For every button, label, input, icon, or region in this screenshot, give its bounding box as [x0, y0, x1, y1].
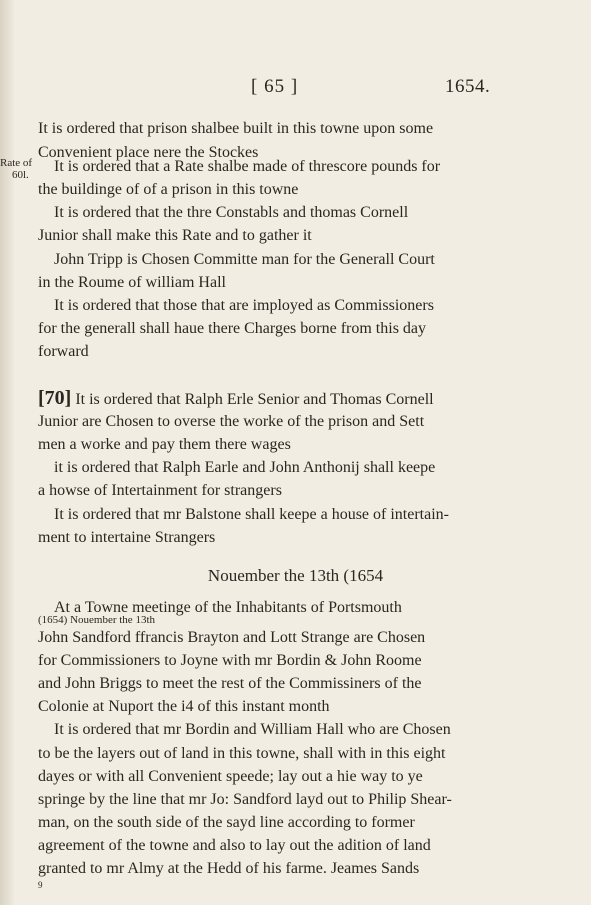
text-line: to be the layers out of land in this towne, shall with in this eight: [38, 745, 446, 762]
text-line: Junior shall make this Rate and to gather it: [38, 227, 312, 244]
text-line: man, on the south side of the sayd line according to former: [38, 814, 415, 831]
signature-mark: 9: [38, 880, 43, 890]
text-line: springe by the line that mr Jo: Sandford layd out to Philip Shear-: [38, 791, 452, 808]
text-line: forward: [38, 343, 89, 360]
margin-note-rate: Rate of: [0, 157, 33, 169]
text-line: It is ordered that the thre Constabls and thomas Cornell: [54, 204, 409, 221]
folio-line: [38, 384, 498, 412]
text-line: granted to mr Almy at the Hedd of his farme. Jeames Sands: [38, 860, 420, 877]
folio-marker: [70]: [38, 387, 72, 409]
text-line: John Tripp is Chosen Committe man for the Generall Court: [54, 251, 435, 268]
text-line: men a worke and pay them there wages: [38, 436, 291, 453]
page-year: 1654.: [445, 76, 491, 97]
text-line: It is ordered that mr Bordin and William Hall who are Chosen: [54, 721, 451, 738]
text-line: agreement of the towne and also to lay out the adition of land: [38, 837, 431, 854]
text-line: It is ordered that those that are imployed as Commissioners: [54, 297, 434, 314]
text-line: Convenient place nere the Stockes: [38, 144, 259, 161]
text-line: a howse of Intertainment for strangers: [38, 482, 282, 499]
text-line: Junior are Chosen to overse the worke of the prison and Sett: [38, 413, 425, 430]
text-line: for the generall shall haue there Charges borne from this day: [38, 320, 427, 337]
text-line: It is ordered that Ralph Erle Senior and Thomas Cornell: [75, 391, 434, 408]
text-line: the buildinge of of a prison in this towne: [38, 181, 299, 198]
page-header: [0, 76, 591, 106]
text-line: for Commissioners to Joyne with mr Bordin & John Roome: [38, 652, 422, 669]
text-line: It is ordered that mr Balstone shall keepe a house of intertain-: [54, 506, 449, 523]
meeting-date-note: (1654) Nouember the 13th: [38, 614, 155, 626]
page-number: [ 65 ]: [251, 76, 299, 97]
text-line: it is ordered that Ralph Earle and John Anthonij shall keepe: [54, 459, 436, 476]
text-line: ment to intertaine Strangers: [38, 529, 216, 546]
text-line: John Sandford ffrancis Brayton and Lott Strange are Chosen: [38, 629, 426, 646]
text-line: It is ordered that a Rate shalbe made of threscore pounds for: [54, 158, 441, 175]
text-line: in the Roume of william Hall: [38, 274, 226, 291]
text-line: Colonie at Nuport the i4 of this instant month: [38, 698, 330, 715]
page-binding-edge: [0, 0, 14, 905]
margin-note-amount: 60l.: [12, 169, 29, 181]
text-line: dayes or with all Convenient speede; lay out a hie way to ye: [38, 768, 423, 785]
text-line: and John Briggs to meet the rest of the Commissiners of the: [38, 675, 422, 692]
text-line: At a Towne meetinge of the Inhabitants of Portsmouth: [54, 599, 402, 616]
section-heading: Nouember the 13th (1654: [207, 566, 384, 585]
text-line: It is ordered that prison shalbee built in this towne upon some: [38, 120, 434, 137]
